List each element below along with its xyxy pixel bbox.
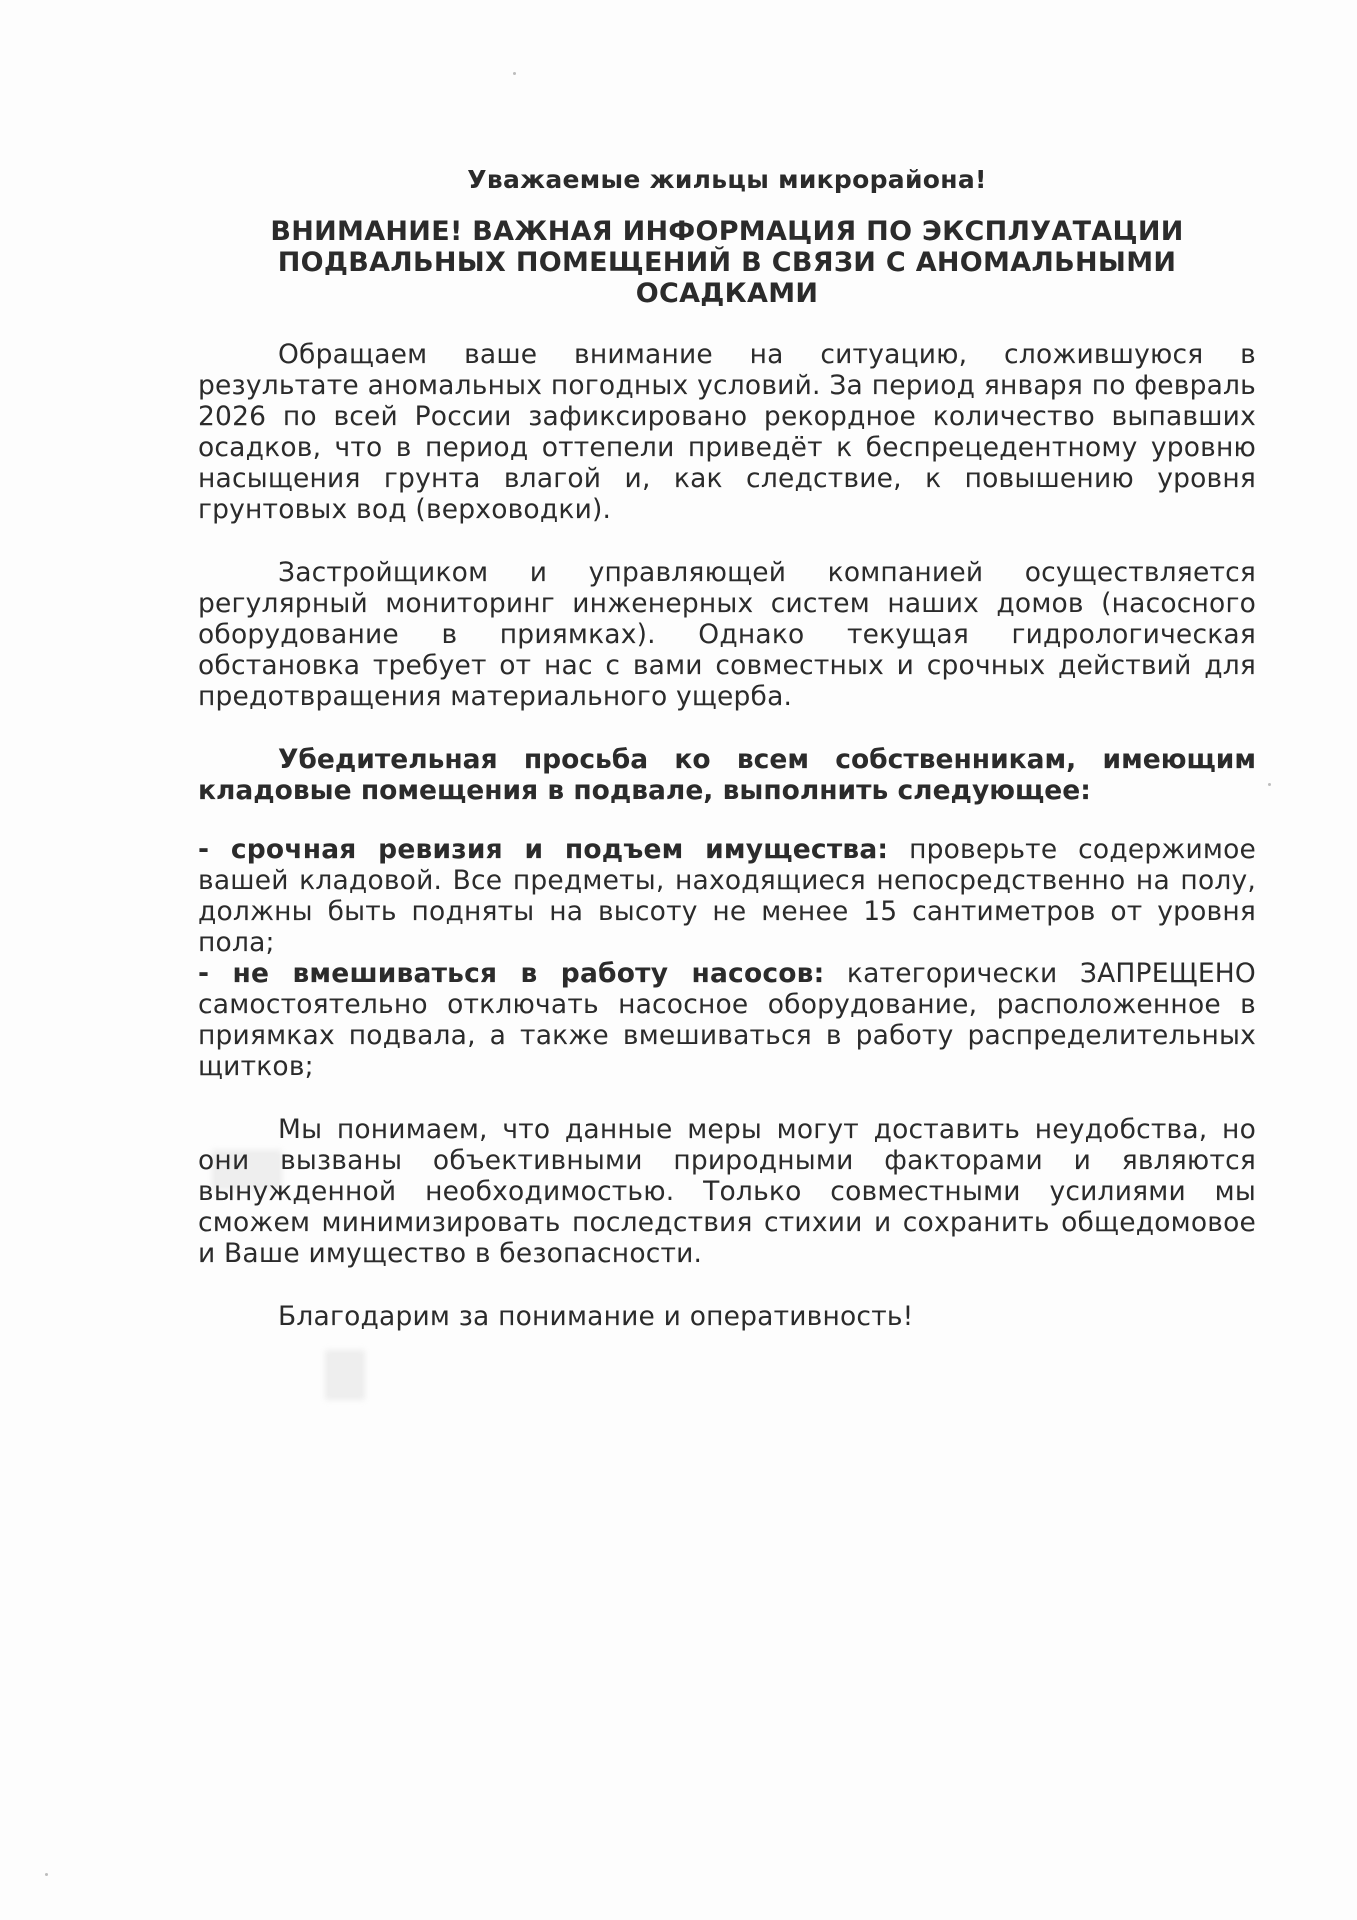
notice-title: ВНИМАНИЕ! ВАЖНАЯ ИНФОРМАЦИЯ ПО ЭКСПЛУАТАЦИИ ПОДВАЛЬНЫХ ПОМЕЩЕНИЙ В СВЯЗИ С АНОМАЛЬНЫМИ ОСАДКАМИ bbox=[270, 216, 1184, 309]
paragraph-monitoring: Застройщиком и управляющей компанией осуществляется регулярный мониторинг инженерных систем наших домов (насосного оборудование в приямках). Однако текущая гидрологическая обстановка требует от нас с вами совместных и срочных действий для предотвращения материального ущерба. bbox=[198, 557, 1256, 712]
instruction-item-pumps bbox=[198, 958, 1256, 1082]
greeting-heading: Уважаемые жильцы микрорайона! bbox=[467, 165, 987, 194]
instruction-item-title: - срочная ревизия и подъем имущества: bbox=[198, 834, 889, 865]
paragraph-understanding: Мы понимаем, что данные меры могут доставить неудобства, но они вызваны объективными природными факторами и являются вынужденной необходимостью. Только совместными усилиями мы сможем минимизировать последствия стихии и сохранить общедомовое и Ваше имущество в безопасности. bbox=[198, 1114, 1256, 1269]
scan-speck bbox=[45, 1873, 48, 1876]
instruction-list bbox=[198, 834, 1256, 1082]
instruction-item-title: - не вмешиваться в работу насосов: bbox=[198, 958, 825, 989]
notice-content bbox=[198, 164, 1256, 1332]
paragraph-situation: Обращаем ваше внимание на ситуацию, сложившуюся в результате аномальных погодных условий. За период января по февраль 2026 по всей России зафиксировано рекордное количество выпавших осадков, что в период оттепели приведёт к беспрецедентному уровню насыщения грунта влагой и, как следствие, к повышению уровня грунтовых вод (верховодки). bbox=[198, 339, 1256, 525]
instruction-item-text: категорически ЗАПРЕЩЕНО самостоятельно отключать насосное оборудование, расположенное в приямках подвала, а также вмешиваться в работу распределительных щитков; bbox=[198, 958, 1256, 1082]
instruction-item-revision bbox=[198, 834, 1256, 958]
scan-speck bbox=[513, 72, 516, 75]
instruction-item-text: проверьте содержимое вашей кладовой. Все предметы, находящиеся непосредственно на полу, должны быть подняты на высоту не менее 15 сантиметров от уровня пола; bbox=[198, 834, 1256, 958]
scan-speck bbox=[1268, 783, 1271, 786]
scan-smudge bbox=[325, 1350, 365, 1400]
request-heading: Убедительная просьба ко всем собственникам, имеющим кладовые помещения в подвале, выполнить следующее: bbox=[198, 744, 1256, 806]
closing-line: Благодарим за понимание и оперативность! bbox=[278, 1301, 914, 1332]
